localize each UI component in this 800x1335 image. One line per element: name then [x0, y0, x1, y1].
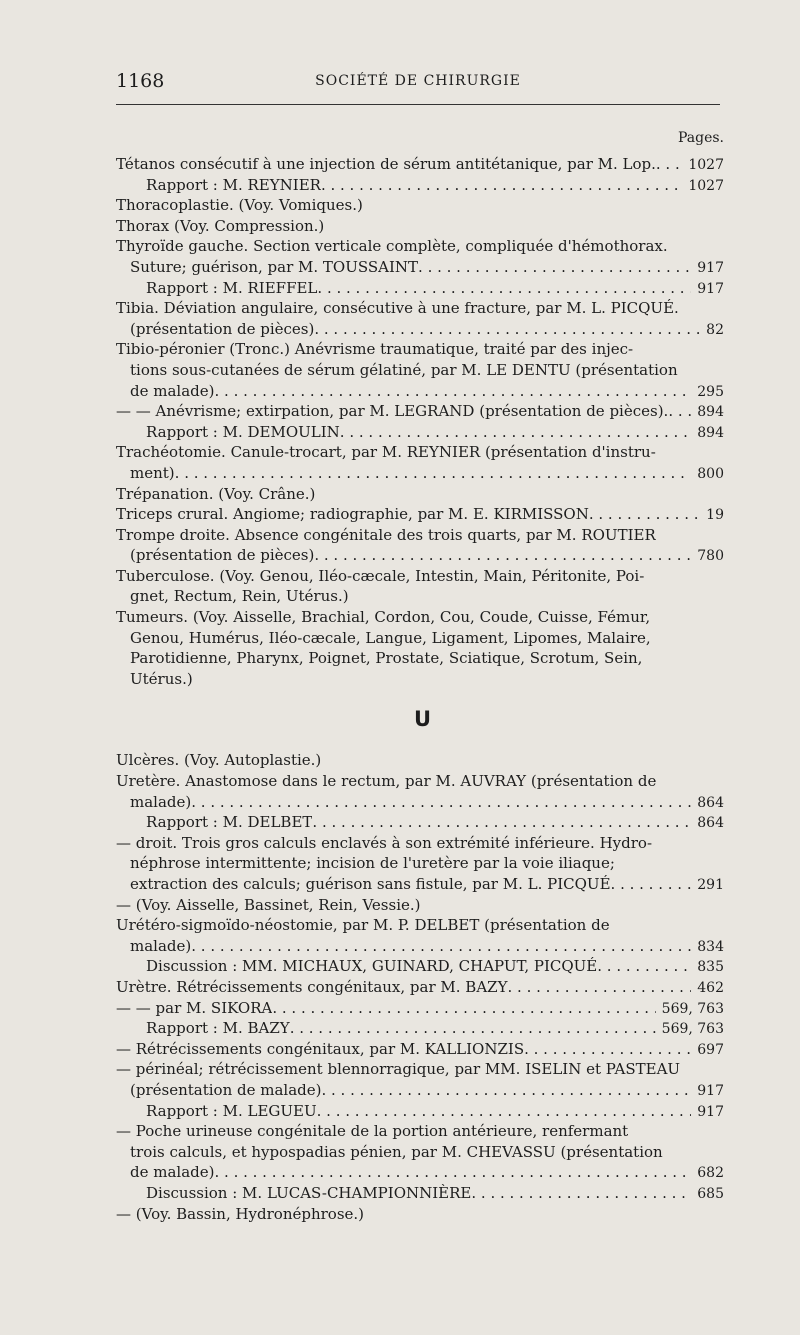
dot-leader — [418, 257, 691, 278]
entry-text: Tibio-péronier (Tronc.) Anévrisme traumatique, traité par des injec- — [116, 340, 634, 359]
entry-text: Discussion : MM. MICHAUX, GUINARD, CHAPUT, PICQUÉ — [146, 957, 598, 976]
index-entry — [116, 401, 724, 422]
entry-text: Discussion : M. LUCAS-CHAMPIONNIÈRE — [146, 1183, 472, 1202]
entry-text: Utérus.) — [130, 669, 193, 688]
index-entry — [116, 154, 724, 175]
entry-text: Suture; guérison, par M. TOUSSAINT — [130, 257, 419, 276]
page-reference: 800 — [697, 465, 724, 482]
index-entry — [116, 298, 724, 319]
entry-text: Tumeurs. (Voy. Aisselle, Brachial, Cordon, Cou, Coude, Cuisse, Fémur, — [116, 608, 651, 627]
entry-text: tions sous-cutanées de sérum gélatiné, par M. LE DENTU (présentation — [130, 360, 678, 379]
page-reference: 295 — [697, 383, 724, 400]
entry-text: (présentation de malade) — [130, 1080, 322, 1099]
dot-leader — [191, 936, 691, 957]
index-continuation — [116, 1162, 724, 1183]
entry-text: Rapport : M. BAZY — [146, 1019, 290, 1038]
index-continuation — [116, 545, 724, 566]
page-reference: 894 — [697, 404, 724, 421]
index-continuation — [116, 936, 724, 957]
index-continuation — [116, 319, 724, 340]
entry-text: ment) — [130, 463, 175, 482]
page-reference: 697 — [697, 1041, 724, 1058]
index-subentry — [116, 278, 724, 299]
index-continuation — [116, 360, 724, 381]
index-entry — [116, 750, 724, 771]
dot-leader — [597, 956, 691, 977]
dot-leader — [312, 812, 691, 833]
index-continuation — [116, 586, 724, 607]
dot-leader — [589, 504, 700, 525]
index-entry — [116, 607, 724, 628]
section-letter: U — [414, 707, 432, 732]
entry-text: Thoracoplastie. (Voy. Vomiques.) — [116, 196, 363, 215]
page-reference: 1027 — [688, 177, 724, 194]
running-title: SOCIÉTÉ DE CHIRURGIE — [315, 73, 521, 89]
entry-text: — droit. Trois gros calculs enclavés à son extrémité inférieure. Hydro- — [116, 833, 653, 852]
entry-text: extraction des calculs; guérison sans fistule, par M. L. PICQUÉ — [130, 875, 611, 893]
index-entry — [116, 1039, 724, 1060]
index-continuation — [116, 257, 724, 278]
index-subentry — [116, 812, 724, 833]
dot-leader — [471, 1183, 691, 1204]
index-entry — [116, 1059, 724, 1080]
index-entries — [116, 154, 724, 1224]
index-continuation — [116, 648, 724, 669]
entry-text: Thorax (Voy. Compression.) — [116, 216, 325, 235]
entry-text: — — Anévrisme; extirpation, par M. LEGRAND (présentation de pièces). — [116, 402, 669, 421]
page-reference: 864 — [697, 794, 724, 811]
entry-text: Rapport : M. REYNIER — [146, 175, 321, 194]
dot-leader — [668, 401, 691, 422]
dot-leader — [272, 998, 655, 1019]
index-entry — [116, 216, 724, 237]
section-gap — [116, 689, 724, 699]
entry-text: malade) — [130, 936, 192, 955]
entry-text: — — par M. SIKORA — [116, 998, 273, 1017]
dot-leader — [611, 874, 692, 895]
header-rule — [116, 104, 720, 105]
index-entry — [116, 195, 724, 216]
page-reference: 780 — [697, 548, 724, 565]
dot-leader — [317, 278, 691, 299]
page-header — [116, 70, 720, 94]
index-continuation — [116, 463, 724, 484]
entry-text: néphrose intermittente; incision de l'uretère par la voie iliaque; — [130, 854, 615, 873]
entry-text: (présentation de pièces) — [130, 319, 315, 338]
index-subentry — [116, 175, 724, 196]
entry-text: Triceps crural. Angiome; radiographie, par M. E. KIRMISSON — [116, 505, 589, 524]
dot-leader — [215, 1162, 692, 1183]
entry-text: Rapport : M. DELBET — [146, 813, 313, 832]
dot-leader — [290, 1018, 656, 1039]
index-entry — [116, 442, 724, 463]
entry-text: Tibia. Déviation angulaire, consécutive à une fracture, par M. L. PICQUÉ. — [116, 299, 679, 318]
entry-text: (présentation de pièces) — [130, 546, 315, 565]
entry-text: Genou, Humérus, Iléo-cæcale, Langue, Ligament, Lipomes, Malaire, — [130, 628, 651, 647]
page-reference: 685 — [697, 1185, 724, 1202]
index-entry — [116, 566, 724, 587]
index-subentry — [116, 1101, 724, 1122]
entry-text: Parotidienne, Pharynx, Poignet, Prostate, Sciatique, Scrotum, Sein, — [130, 649, 643, 668]
page-reference: 917 — [697, 259, 724, 276]
entry-text: Urétéro-sigmoïdo-néostomie, par M. P. DELBET (présentation de — [116, 916, 610, 935]
pages-column-label: Pages. — [677, 130, 724, 146]
index-continuation — [116, 381, 724, 402]
index-entry — [116, 504, 724, 525]
dot-leader — [215, 381, 692, 402]
entry-text: Uretère. Anastomose dans le rectum, par M. AUVRAY (présentation de — [116, 772, 657, 791]
page-reference: 917 — [697, 1082, 724, 1099]
entry-text: Rapport : M. LEGUEU — [146, 1101, 317, 1120]
index-entry — [116, 236, 724, 257]
entry-text: Urètre. Rétrécissements congénitaux, par M. BAZY — [116, 977, 508, 996]
page-reference: 291 — [697, 877, 724, 893]
dot-leader — [191, 792, 691, 813]
index-continuation — [116, 628, 724, 649]
entry-text: malade) — [130, 792, 192, 811]
index-entry — [116, 339, 724, 360]
page-reference: 917 — [697, 280, 724, 297]
entry-text: Rapport : M. RIEFFEL — [146, 278, 318, 297]
entry-text: — (Voy. Bassin, Hydronéphrose.) — [116, 1204, 365, 1223]
index-subentry — [116, 956, 724, 977]
dot-leader — [321, 175, 682, 196]
entry-text: Rapport : M. DEMOULIN — [146, 422, 340, 441]
index-entry — [116, 833, 724, 854]
entry-text: de malade) — [130, 381, 215, 400]
entry-text: Trompe droite. Absence congénitale des trois quarts, par M. ROUTIER — [116, 525, 656, 544]
page-reference: 834 — [697, 938, 724, 955]
index-continuation — [116, 874, 724, 895]
entry-text: — périnéal; rétrécissement blennorragique, par MM. ISELIN et PASTEAU — [116, 1060, 681, 1079]
entry-text: Tétanos consécutif à une injection de sérum antitétanique, par M. Lop. — [116, 155, 656, 173]
index-entry — [116, 1204, 724, 1225]
page-number: 1168 — [116, 70, 165, 92]
page-reference: 19 — [706, 507, 724, 524]
index-entry — [116, 895, 724, 916]
index-continuation — [116, 1142, 724, 1163]
entry-text: — (Voy. Aisselle, Bassinet, Rein, Vessie.) — [116, 895, 421, 914]
page-reference: 864 — [697, 815, 724, 832]
page-reference: 917 — [697, 1103, 724, 1120]
index-entry — [116, 977, 724, 998]
entry-text: trois calculs, et hypospadias pénien, par M. CHEVASSU (présentation — [130, 1142, 663, 1161]
page-reference: 82 — [706, 321, 724, 338]
dot-leader — [321, 1080, 691, 1101]
page-reference: 569, 763 — [661, 1000, 724, 1017]
index-continuation — [116, 1080, 724, 1101]
dot-leader — [317, 1101, 692, 1122]
section-gap — [116, 740, 724, 750]
entry-text: gnet, Rectum, Rein, Utérus.) — [130, 587, 349, 606]
entry-text: Trachéotomie. Canule-trocart, par M. REYNIER (présentation d'instru- — [116, 443, 656, 462]
entry-text: de malade) — [130, 1163, 215, 1182]
dot-leader — [524, 1039, 691, 1060]
dot-leader — [340, 422, 691, 443]
entry-text: Tuberculose. (Voy. Genou, Iléo-cæcale, Intestin, Main, Péritonite, Poi- — [116, 566, 645, 585]
page-reference: 569, 763 — [661, 1021, 724, 1038]
dot-leader — [508, 977, 692, 998]
entry-text: Thyroïde gauche. Section verticale complète, compliquée d'hémothorax. — [116, 237, 668, 256]
page-reference: 682 — [697, 1165, 724, 1182]
index-continuation — [116, 669, 724, 690]
index-entry — [116, 1121, 724, 1142]
entry-text: — Poche urineuse congénitale de la portion antérieure, renfermant — [116, 1122, 629, 1141]
index-subentry — [116, 1183, 724, 1204]
page-reference: 462 — [697, 979, 724, 996]
index-entry — [116, 525, 724, 546]
index-entry — [116, 915, 724, 936]
entry-text: Trépanation. (Voy. Crâne.) — [116, 484, 316, 503]
page-reference: 894 — [697, 424, 724, 441]
index-continuation — [116, 792, 724, 813]
entry-text: — Rétrécissements congénitaux, par M. KALLIONZIS — [116, 1039, 525, 1058]
index-subentry — [116, 422, 724, 443]
index-entry — [116, 998, 724, 1019]
index-entry — [116, 484, 724, 505]
entry-text: Ulcères. (Voy. Autoplastie.) — [116, 751, 322, 770]
index-continuation — [116, 853, 724, 874]
dot-leader — [314, 545, 691, 566]
dot-leader — [314, 319, 700, 340]
dot-leader — [656, 154, 682, 175]
page-reference: 835 — [697, 959, 724, 976]
index-subentry — [116, 1018, 724, 1039]
index-entry — [116, 771, 724, 792]
page-reference: 1027 — [688, 157, 724, 173]
dot-leader — [175, 463, 692, 484]
